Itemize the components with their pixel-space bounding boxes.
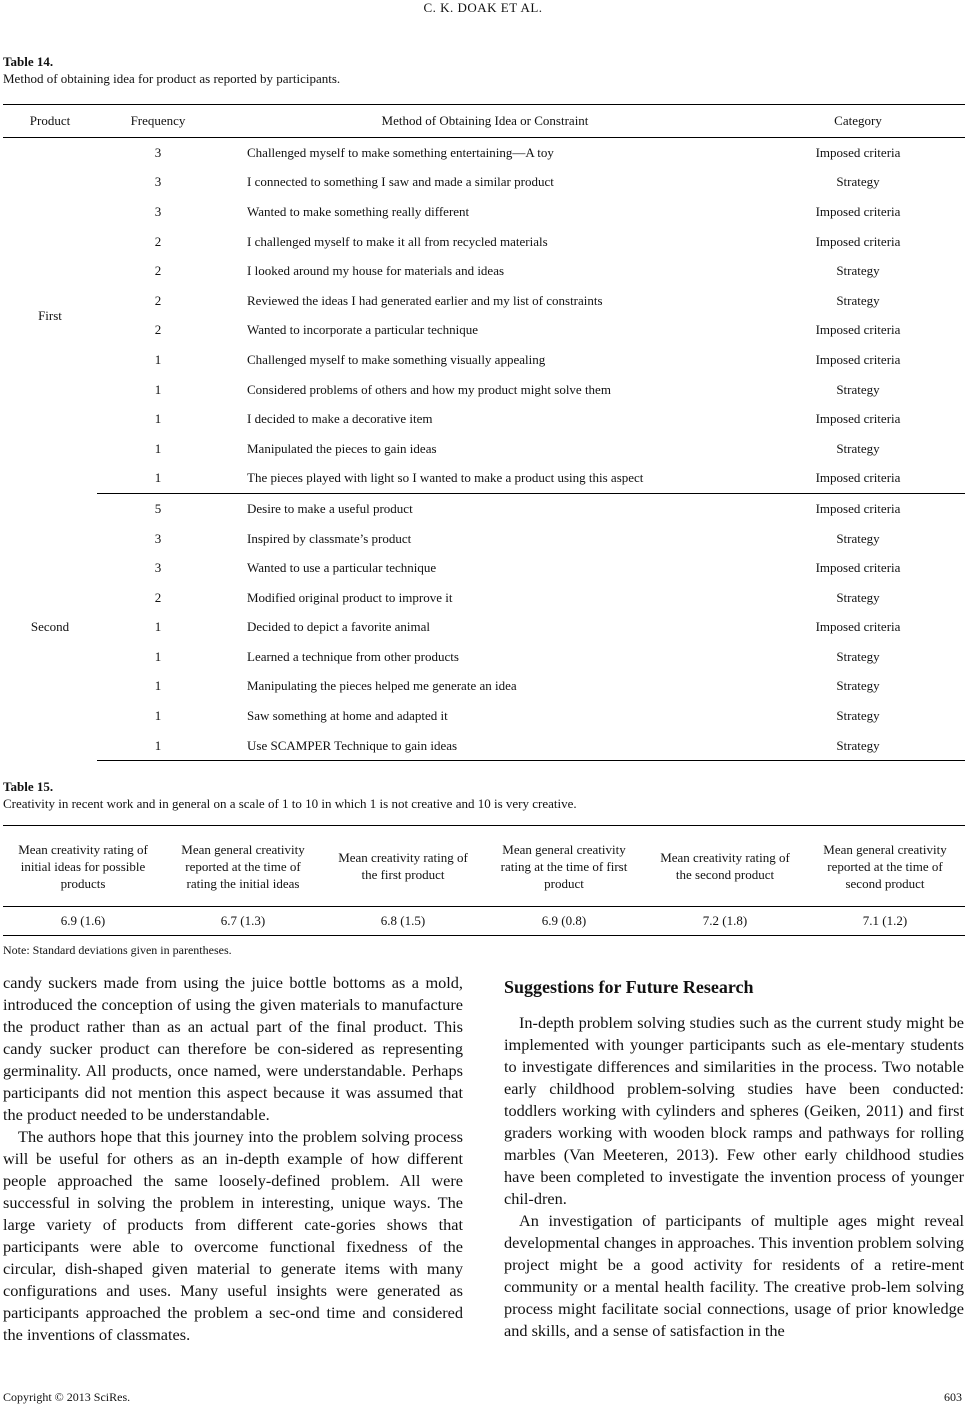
table14-frequency-cell: 2 (154, 263, 162, 279)
table14-col-header: Product (3, 105, 97, 138)
table14-row (3, 286, 965, 316)
table14-category-cell: Imposed criteria (815, 560, 901, 576)
table14-method-cell: Saw something at home and adapted it (247, 708, 448, 724)
table14-method-cell: Desire to make a useful product (247, 500, 413, 516)
table14-row (3, 464, 965, 494)
table14-category-cell: Strategy (836, 292, 880, 308)
table14-row (3, 256, 965, 286)
table14-category-cell: Strategy (836, 708, 880, 724)
table14-product-cell: Second (30, 619, 70, 635)
table14-row (3, 316, 965, 346)
table15-cell: 6.7 (1.3) (163, 907, 323, 936)
table14-method-cell: I decided to make a decorative item (247, 411, 433, 427)
table14-category-cell: Imposed criteria (815, 351, 901, 367)
table15-cell: 7.1 (1.2) (805, 907, 965, 936)
table14-row (3, 701, 965, 731)
table14-category-cell: Strategy (836, 174, 880, 190)
table14-frequency-cell: 1 (154, 648, 162, 664)
table14-method-cell: The pieces played with light so I wanted to make a product using this aspect (219, 464, 751, 494)
table14-category-cell: Imposed criteria (815, 233, 901, 249)
table14-row (3, 642, 965, 672)
table14-category-cell: Strategy (836, 381, 880, 397)
table14-row (3, 345, 965, 375)
table14-row (3, 524, 965, 554)
table15-col-header: Mean general creativity reported at the time of second product (805, 826, 965, 907)
table15-row (3, 907, 965, 936)
table14-method-cell: Considered problems of others and how my product might solve them (247, 381, 611, 397)
table14-col-header: Method of Obtaining Idea or Constraint (219, 105, 751, 138)
table14-row (3, 168, 965, 198)
table14-category-cell: Strategy (836, 678, 880, 694)
table14-frequency-cell: 2 (154, 292, 162, 308)
table15-col-header: Mean creativity rating of the second product (645, 826, 805, 907)
table14-product-cell: First (38, 307, 62, 323)
table14-category-cell: Strategy (836, 530, 880, 546)
body-paragraph: In-depth problem solving studies such as the current study might be implemented with younger participants such as ele-mentary students to investigate differences and similarities in the process. Two notable early childhood problem-solving studies have been conducted: toddlers working with cylinders and spheres (Geiken, 2011) and first graders working with wooden block ramps and pathways for rolling marbles (Van Meeteren, 2013). Few other early childhood studies have been completed to investigate the invention process of younger chil-dren. (504, 1013, 964, 1208)
table14-col-header: Frequency (97, 105, 219, 138)
table14-col-header: Category (751, 105, 965, 138)
table15-header-row (3, 826, 965, 907)
table14-header-row (3, 105, 965, 138)
copyright-footer: Copyright © 2013 SciRes. (3, 1390, 131, 1404)
table14-row (3, 404, 965, 434)
table14-method-cell: Manipulating the pieces helped me generate an idea (247, 678, 517, 694)
table14-frequency-cell: 1 (154, 351, 162, 367)
table14-caption-block (3, 53, 340, 87)
table14-row (3, 731, 965, 761)
table14-category-cell: Imposed criteria (751, 464, 965, 494)
table15-cell: 6.9 (0.8) (483, 907, 645, 936)
body-paragraph: An investigation of participants of multiple ages might reveal developmental changes in approaches. This invention problem solving project might be a good activity for residents of a retire-ment community or a mental health facility. The creative prob-lem solving process might facilitate social connections, usage of prior knowledge and skills, and a sense of satisfaction in the (504, 1211, 964, 1340)
table14-category-cell: Strategy (836, 263, 880, 279)
table14-row (3, 227, 965, 257)
table14-category-cell: Imposed criteria (815, 322, 901, 338)
table15-cell: 7.2 (1.8) (645, 907, 805, 936)
table14-frequency-cell: 1 (154, 440, 162, 456)
table14-row (3, 434, 965, 464)
table14-method-cell: Manipulated the pieces to gain ideas (247, 440, 437, 456)
table15-cell: 6.8 (1.5) (323, 907, 483, 936)
table14-category-cell: Strategy (836, 589, 880, 605)
table14-row (3, 553, 965, 583)
table14-method-cell: Use SCAMPER Technique to gain ideas (219, 731, 751, 761)
table14-method-cell: Learned a technique from other products (247, 648, 459, 664)
table14-frequency-cell: 3 (154, 203, 162, 219)
table14-method-cell: I challenged myself to make it all from recycled materials (247, 233, 548, 249)
table14-method-cell: Wanted to use a particular technique (247, 560, 437, 576)
table14-row (3, 138, 965, 168)
body-paragraph: The authors hope that this journey into the problem solving process will be useful for others as an in-depth example of how different people approached the same loosely-defined problem. All were successful in solving the problem in interesting, unique ways. The large variety of products from different cate-gories shows that participants were able to overcome functional fixedness of the circular, dish-shaped given material to generate items with many configurations and uses. Many useful insights were generated as participants approached the problem a sec-ond time and considered the inventions of classmates. (3, 1127, 463, 1344)
table15-cell: 6.9 (1.6) (3, 907, 163, 936)
table14-row (3, 613, 965, 643)
table15-caption: Creativity in recent work and in general on a scale of 1 to 10 in which 1 is not creative and 10 is very creative. (3, 796, 577, 811)
table14-frequency-cell: 1 (97, 731, 219, 761)
table14-frequency-cell: 1 (154, 619, 162, 635)
table14-row (3, 375, 965, 405)
table14-label: Table 14. (3, 54, 54, 69)
table14-method-cell: Wanted to incorporate a particular technique (247, 322, 479, 338)
table14-frequency-cell: 3 (154, 144, 162, 160)
running-header: C. K. DOAK ET AL. (423, 0, 543, 15)
table14-method-cell: Wanted to make something really different (247, 203, 470, 219)
table15-col-header: Mean creativity rating of initial ideas for possible products (3, 826, 163, 907)
table14-row (3, 197, 965, 227)
table15-col-header: Mean creativity rating of the first product (323, 826, 483, 907)
table14-caption: Method of obtaining idea for product as reported by participants. (3, 71, 341, 86)
table14-frequency-cell: 1 (154, 381, 162, 397)
table14-method-cell: Modified original product to improve it (247, 589, 453, 605)
table14-method-cell: Inspired by classmate’s product (247, 530, 412, 546)
left-column (3, 972, 463, 1346)
table14-frequency-cell: 2 (154, 233, 162, 249)
table14-method-cell: Decided to depict a favorite animal (247, 619, 431, 635)
table14-body (3, 138, 965, 761)
table14-category-cell: Imposed criteria (815, 144, 901, 160)
table15-col-header: Mean general creativity reported at the time of rating the initial ideas (163, 826, 323, 907)
table14-category-cell: Strategy (836, 440, 880, 456)
table14-row (3, 583, 965, 613)
table15-caption-block (3, 778, 577, 812)
table14-frequency-cell: 1 (154, 411, 162, 427)
table14-method-cell: Challenged myself to make something visually appealing (247, 351, 546, 367)
table15 (3, 825, 965, 936)
table14 (3, 104, 965, 761)
table15-col-header: Mean general creativity rating at the time of first product (483, 826, 645, 907)
table14-frequency-cell: 5 (154, 500, 162, 516)
table14-category-cell: Imposed criteria (815, 619, 901, 635)
table14-category-cell: Strategy (751, 731, 965, 761)
section-heading: Suggestions for Future Research (504, 977, 754, 997)
table14-frequency-cell: 1 (154, 678, 162, 694)
table14-method-cell: Challenged myself to make something entertaining—A toy (247, 144, 554, 160)
table15-note: Note: Standard deviations given in parentheses. (3, 943, 232, 957)
table15-label: Table 15. (3, 779, 54, 794)
table14-row (3, 494, 965, 524)
table14-method-cell: I connected to something I saw and made a similar product (247, 174, 554, 190)
table14-category-cell: Imposed criteria (815, 411, 901, 427)
table14-frequency-cell: 3 (154, 560, 162, 576)
table14-frequency-cell: 1 (154, 708, 162, 724)
table14-frequency-cell: 2 (154, 589, 162, 605)
body-paragraph: candy suckers made from using the juice bottle bottoms as a mold, introduced the conception of using the given materials to manufacture the product rather than as an actual part of the final product. This candy sucker product can therefore be con-sidered as representing germinality. All products, once named, were understandable. Perhaps participants did not mention this aspect because it was assumed that the product needed to be understandable. (3, 973, 463, 1124)
table14-category-cell: Strategy (836, 648, 880, 664)
table14-method-cell: I looked around my house for materials and ideas (247, 263, 505, 279)
table14-category-cell: Imposed criteria (815, 203, 901, 219)
table14-frequency-cell: 3 (154, 530, 162, 546)
table14-method-cell: Reviewed the ideas I had generated earlier and my list of constraints (247, 292, 603, 308)
table14-row (3, 672, 965, 702)
table14-frequency-cell: 3 (154, 174, 162, 190)
page-number: 603 (944, 1390, 962, 1404)
table14-category-cell: Imposed criteria (815, 500, 901, 516)
table14-frequency-cell: 2 (154, 322, 162, 338)
table14-frequency-cell: 1 (97, 464, 219, 494)
right-column (504, 975, 964, 1342)
